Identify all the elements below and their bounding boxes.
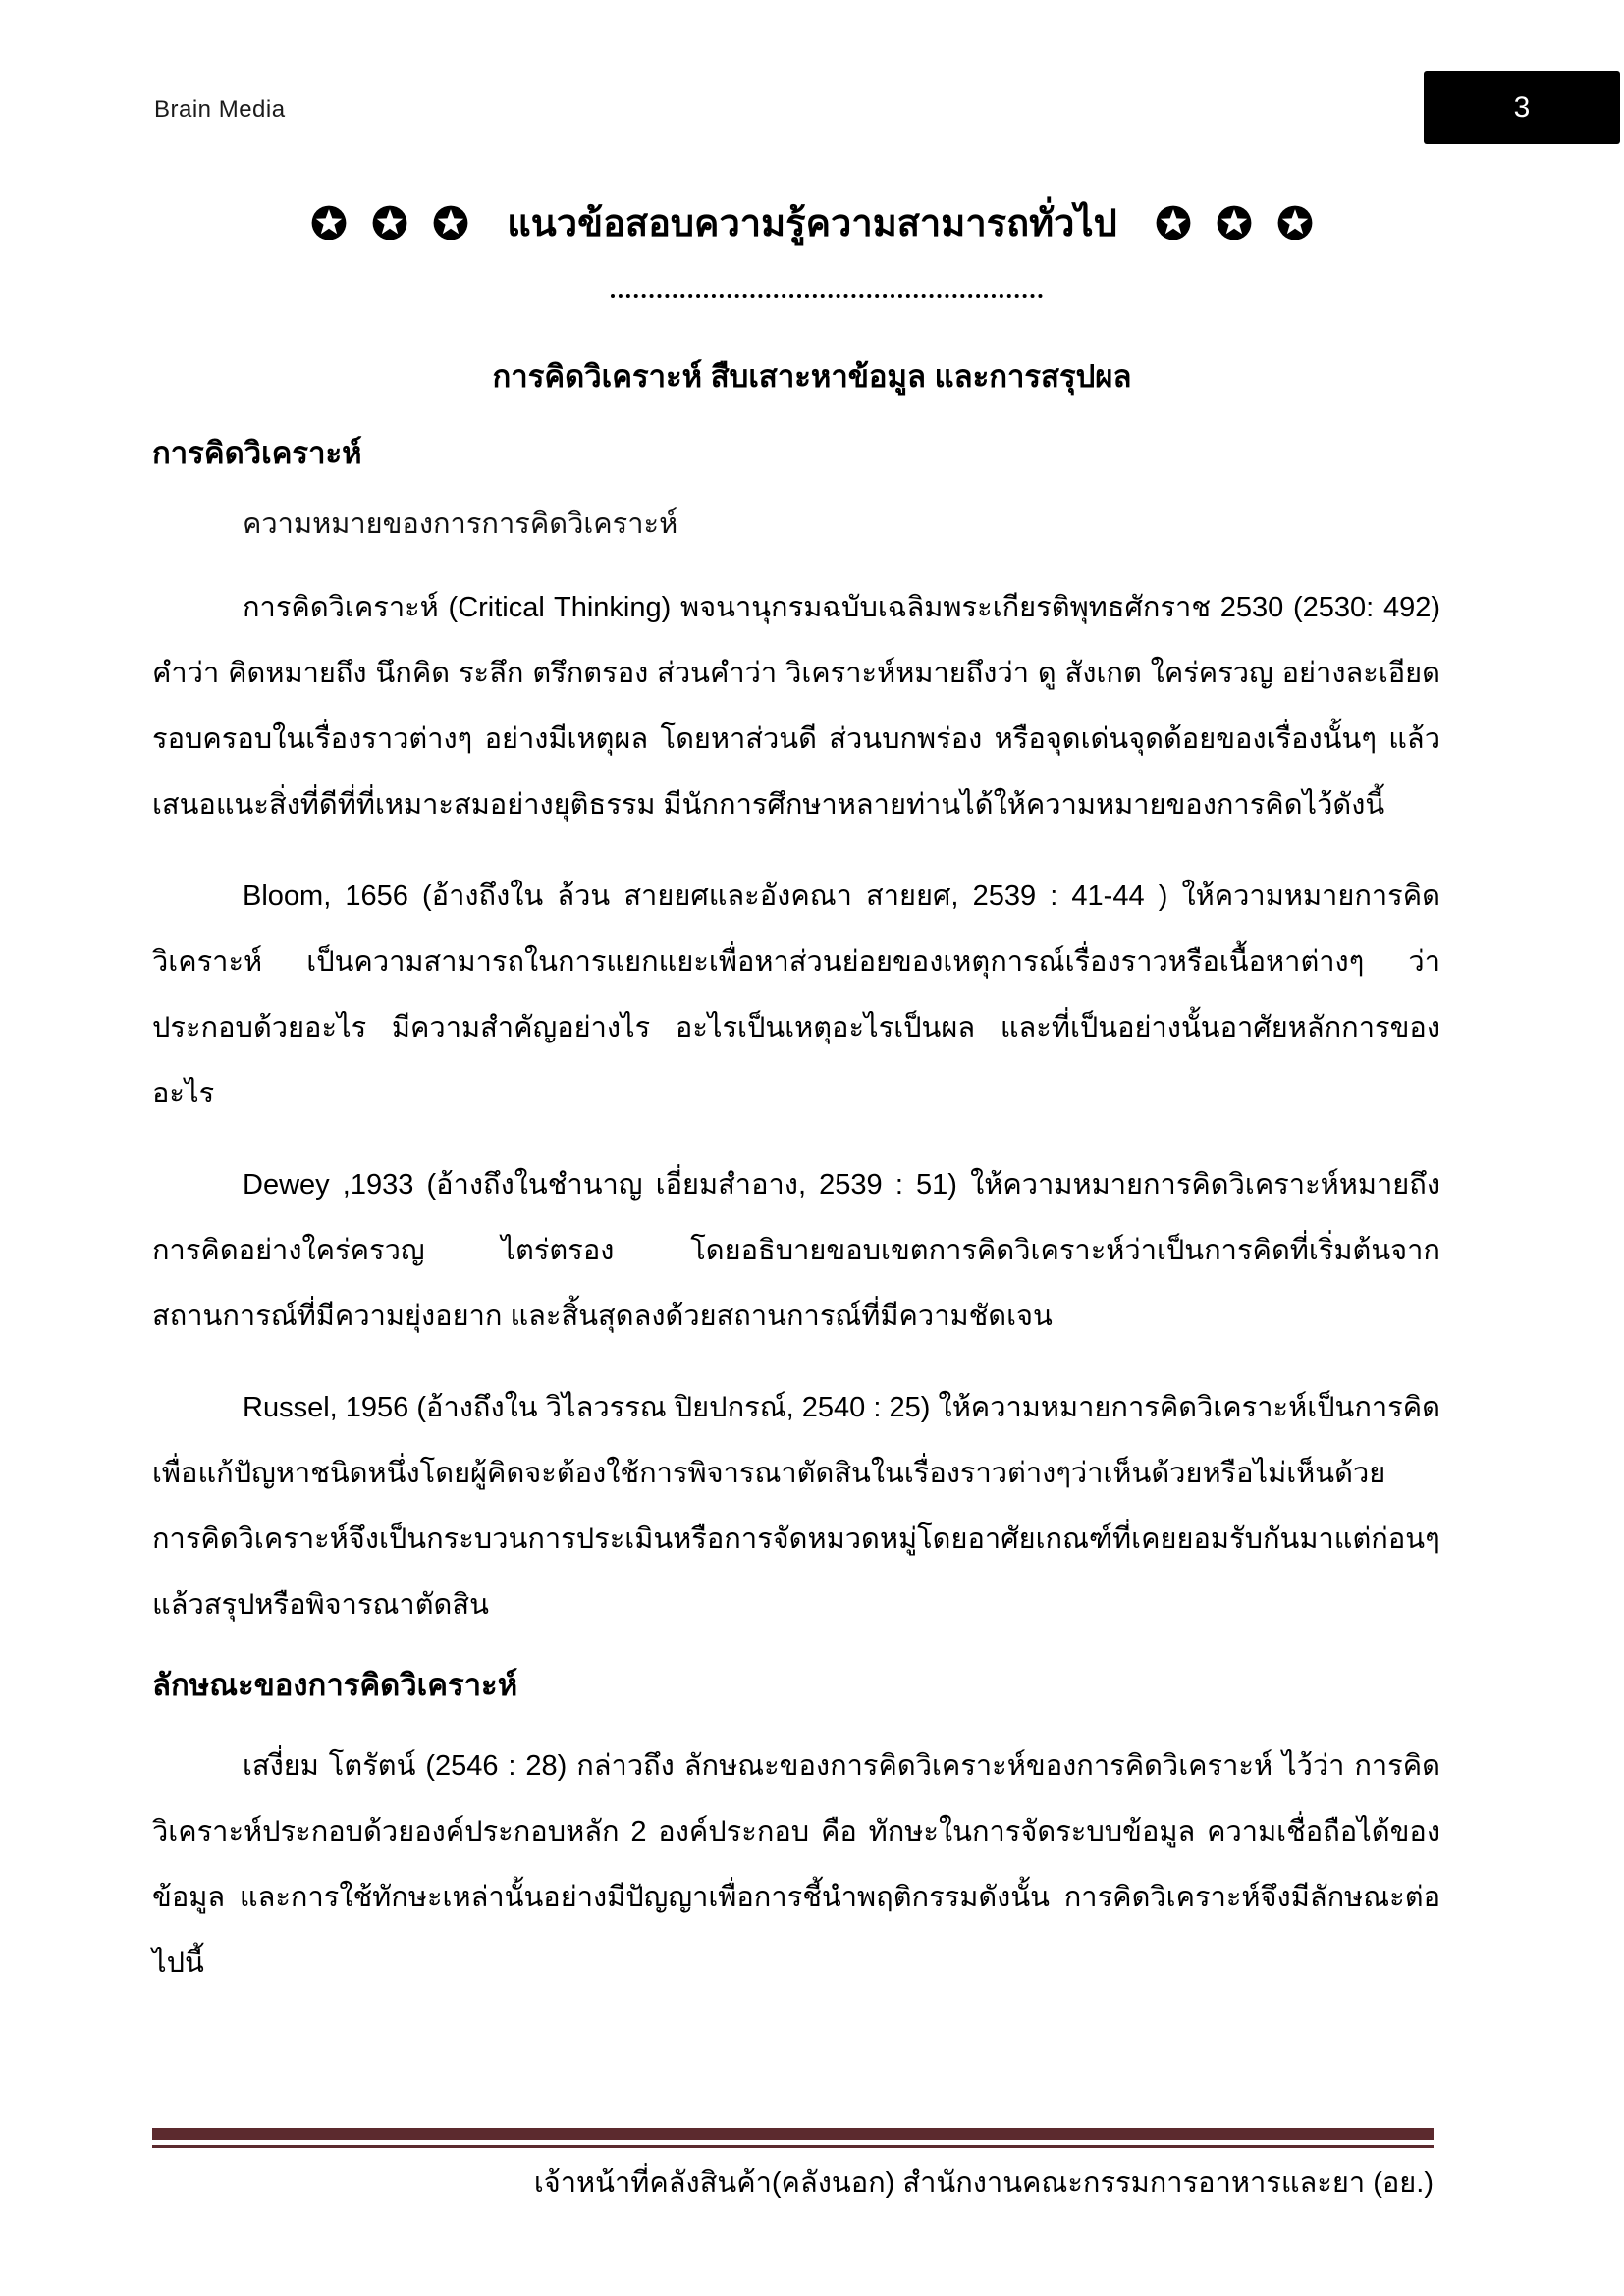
footer-rule [152,2128,1434,2148]
star-icon [1216,204,1253,241]
paragraph: Russel, 1956 (อ้างถึงใน วิไลวรรณ ปิยปกรณ์, 2540 : 25) ให้ความหมายการคิดวิเคราะห์เป็นการคิดเพื่อแก้ปัญหาชนิดหนึ่งโดยผู้คิดจะต้องใช้การพิจารณาตัดสินในเรื่องราวต่างๆว่าเห็นด้วยหรือไม่เห็นด้วย การคิดวิเคราะห์จึงเป็นกระบวนการประเมินหรือการจัดหมวดหมู่โดยอาศัยเกณฑ์ที่เคยยอมรับกันมาแต่ก่อนๆ แล้วสรุปหรือพิจารณาตัดสิน [152,1391,1440,1621]
star-icon [1155,204,1192,241]
dotted-divider [611,294,1043,298]
paragraph: Dewey ,1933 (อ้างถึงในชำนาญ เอี่ยมสำอาง, 2539 : 51) ให้ความหมายการคิดวิเคราะห์หมายถึง การคิดอย่างใคร่ครวญ ไตร่ตรอง โดยอธิบายขอบเขตการคิดวิเคราะห์ว่าเป็นการคิดที่เริ่มต้นจากสถานการณ์ที่มีความยุ่งอยาก และสิ้นสุดลงด้วยสถานการณ์ที่มีความชัดเจน [152,1168,1440,1332]
paragraph: การคิดวิเคราะห์ (Critical Thinking) พจนานุกรมฉบับเฉลิมพระเกียรติพุทธศักราช 2530 (2530: 492) คำว่า คิดหมายถึง นึกคิด ระลึก ตรึกตรอง ส่วนคำว่า วิเคราะห์หมายถึงว่า ดู สังเกต ใคร่ครวญ อย่างละเอียดรอบครอบในเรื่องราวต่างๆ อย่างมีเหตุผล โดยหาส่วนดี ส่วนบกพร่อง หรือจุดเด่นจุดด้อยของเรื่องนั้นๆ แล้ว เสนอแนะสิ่งที่ดีที่ที่เหมาะสมอย่างยุติธรรม มีนักการศึกษาหลายท่านได้ให้ความหมายของการคิดไว้ดังนี้ [152,591,1440,821]
star-icon [371,204,408,241]
star-icon [432,204,469,241]
page-number-badge [1424,71,1620,144]
section-heading: การคิดวิเคราะห์ [152,436,362,470]
paragraph: Bloom, 1656 (อ้างถึงใน ล้วน สายยศและอังคณา สายยศ, 2539 : 41-44 ) ให้ความหมายการคิดวิเคราะห์ เป็นความสามารถในการแยกแยะเพื่อหาส่วนย่อยของเหตุการณ์เรื่องราวหรือเนื้อหาต่างๆ ว่าประกอบด้วยอะไร มีความสำคัญอย่างไร อะไรเป็นเหตุอะไรเป็นผล และที่เป็นอย่างนั้นอาศัยหลักการของอะไร [152,880,1440,1109]
page-subtitle: การคิดวิเคราะห์ สืบเสาะหาข้อมูล และการสรุปผล [492,359,1132,394]
section-heading: ลักษณะของการคิดวิเคราะห์ [152,1667,518,1702]
title-row [0,192,1624,252]
star-icon [310,204,348,241]
page-number: 3 [1513,90,1531,124]
paragraph: ความหมายของการการคิดวิเคราะห์ [243,508,678,541]
footer-rule-thin [152,2145,1434,2148]
star-icon [1276,204,1314,241]
page-title: แนวข้อสอบความรู้ความสามารถทั่วไป [507,203,1117,244]
brand-text: Brain Media [154,96,286,123]
footer-text: เจ้าหน้าที่คลังสินค้า(คลังนอก) สำนักงานคณะกรรมการอาหารและยา (อย.) [533,2167,1434,2199]
document-body [152,432,1440,2022]
footer-rule-thick [152,2128,1434,2140]
paragraph: เสงี่ยม โตรัตน์ (2546 : 28) กล่าวถึง ลักษณะของการคิดวิเคราะห์ของการคิดวิเคราะห์ ไว้ว่า การคิดวิเคราะห์ประกอบด้วยองค์ประกอบหลัก 2 องค์ประกอบ คือ ทักษะในการจัดระบบข้อมูล ความเชื่อถือได้ของข้อมูล และการใช้ทักษะเหล่านั้นอย่างมีปัญญาเพื่อการชี้นำพฤติกรรมดังนั้น การคิดวิเคราะห์จึงมีลักษณะต่อไปนี้ [152,1750,1440,1980]
